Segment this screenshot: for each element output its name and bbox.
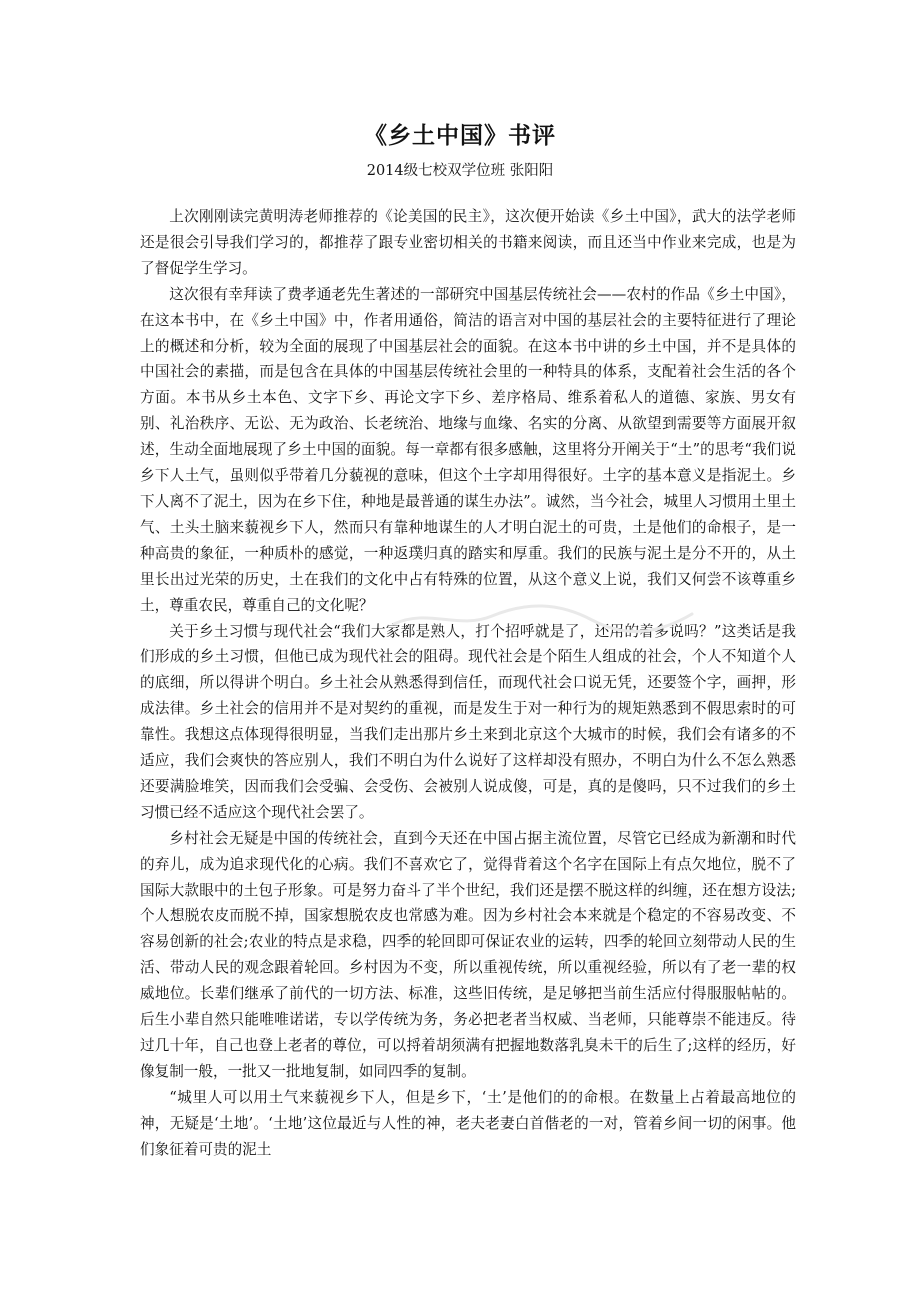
document-title: 《乡土中国》书评 xyxy=(364,123,556,149)
paragraph: 上次刚刚读完黄明涛老师推荐的《论美国的民主》，这次便开始读《乡土中国》，武大的法学老师还是很会引导我们学习的，都推荐了跟专业密切相关的书籍来阅读，而且还当中作业来完成，也是为了督促学生学习。 xyxy=(140,208,796,277)
paragraph: “城里人可以用土气来藐视乡下人，但是乡下，‘土’是他们的的命根。在数量上占着最高地位的神，无疑是‘土地’。‘土地’这位最近与人性的神，老夫老妻白首偕老的一对，管着乡间一切的闲事。他们象征着可贵的泥土 xyxy=(140,1088,796,1158)
document-body xyxy=(140,204,796,1163)
paragraph: 关于乡土习惯与现代社会“我们大家都是熟人，打个招呼就是了，还用的着多说吗？”这类话是我们形成的乡土习惯，但他已成为现代社会的阻碍。现代社会是个陌生人组成的社会，个人不知道个人的底细，所以得讲个明白。乡土社会从熟悉得到信任，而现代社会口说无凭，还要签个字，画押，形成法律。乡土社会的信用并不是对契约的重视，而是发生于对一种行为的规矩熟悉到不假思索时的可靠性。我想这点体现得很明显，当我们走出那片乡土来到北京这个大城市的时候，我们会有诸多的不适应，我们会爽快的答应别人，我们不明白为什么说好了这样却没有照办，不明白为什么不怎么熟悉还要满脸堆笑，因而我们会受骗、会受伤、会被别人说成傻，可是，真的是傻吗，只不过我们的乡土习惯已经不适应这个现代社会罢了。 xyxy=(140,622,796,821)
author-byline: 2014级七校双学位班 张阳阳 xyxy=(366,163,554,179)
paragraph: 乡村社会无疑是中国的传统社会，直到今天还在中国占据主流位置，尽管它已经成为新潮和时代的弃儿，成为追求现代化的心病。我们不喜欢它了，觉得背着这个名字在国际上有点欠地位，脱不了国际大款眼中的土包子形象。可是努力奋斗了半个世纪，我们还是摆不脱这样的纠缠，还在想方设法;个人想脱农皮而脱不掉，国家想脱农皮也常感为难。因为乡村社会本来就是个稳定的不容易改变、不容易创新的社会;农业的特点是求稳，四季的轮回即可保证农业的运转，四季的轮回立刻带动人民的生活、带动人民的观念跟着轮回。乡村因为不变，所以重视传统，所以重视经验，所以有了老一辈的权威地位。长辈们继承了前代的一切方法、标准，这些旧传统，是足够把当前生活应付得服服帖帖的。后生小辈自然只能唯唯诺诺，专以学传统为务，务必把老者当权威、当老师，只能尊崇不能违反。待过几十年，自己也登上老者的尊位，可以捋着胡须满有把握地数落乳臭未干的后生了;这样的经历，好像复制一般，一批又一批地复制，如同四季的复制。 xyxy=(140,829,796,1080)
paragraph: 这次很有幸拜读了费孝通老先生著述的一部研究中国基层传统社会——农村的作品《乡土中国》，在这本书中，在《乡土中国》中，作者用通俗，简洁的语言对中国的基层社会的主要特征进行了理论上的概述和分析，较为全面的展现了中国基层社会的面貌。在这本书中讲的乡土中国，并不是具体的中国社会的素描，而是包含在具体的中国基层传统社会里的一种特具的体系，支配着社会生活的各个方面。本书从乡土本色、文字下乡、再论文字下乡、差序格局、维系着私人的道德、家族、男女有别、礼治秩序、无讼、无为政治、长老统治、地缘与血缘、名实的分离、从欲望到需要等方面展开叙述，生动全面地展现了乡土中国的面貌。每一章都有很多感触，这里将分开阐关于“土”的思考“我们说乡下人土气，虽则似乎带着几分藐视的意味，但这个土字却用得很好。土字的基本意义是指泥土。乡下人离不了泥土，因为在乡下住，种地是最普通的谋生办法”。诚然，当今社会，城里人习惯用土里土气、土头土脑来藐视乡下人，然而只有靠种地谋生的人才明白泥土的可贵，土是他们的命根子，是一种高贵的象征，一种质朴的感觉，一种返璞归真的踏实和厚重。我们的民族与泥土是分不开的，从土里长出过光荣的历史，土在我们的文化中占有特殊的位置，从这个意义上说，我们又何尝不该尊重乡土，尊重农民，尊重自己的文化呢？ xyxy=(140,285,796,614)
